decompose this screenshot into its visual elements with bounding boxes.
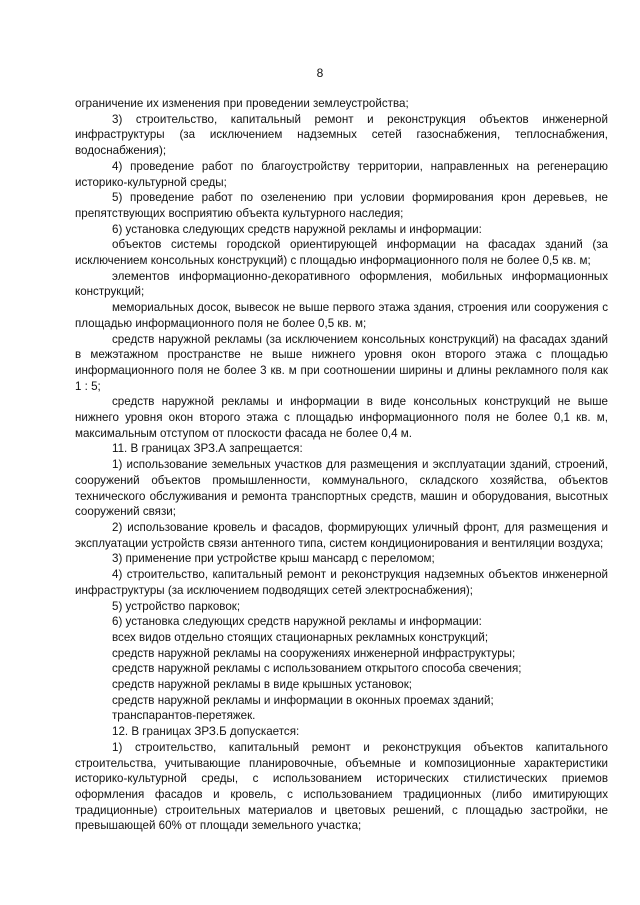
paragraph: 5) устройство парковок; xyxy=(112,599,241,613)
paragraph: средств наружной рекламы (за исключением консольных конструкций) на фасадах зданий в межэтажном пространстве не выше нижнего уровня окон второго этажа с площадью информационного поля не более 3 кв. м при соотношении ширины и длины рекламного поля как 1 : 5; xyxy=(75,332,608,393)
section-heading-12: 12. В границах ЗРЗ.Б допускается: xyxy=(112,725,300,739)
paragraph: средств наружной рекламы в виде крышных установок; xyxy=(112,678,412,692)
paragraph: мемориальных досок, вывесок не выше первого этажа здания, строения или сооружения с площадью информационного поля не более 0,5 кв. м; xyxy=(75,301,608,330)
paragraph: всех видов отдельно стоящих стационарных рекламных конструкций; xyxy=(112,630,489,644)
paragraph: 5) проведение работ по озеленению при условии формирования крон деревьев, не препятствующих восприятию объекта культурного наследия; xyxy=(75,191,608,220)
paragraph: 6) установка следующих средств наружной рекламы и информации: xyxy=(112,222,482,236)
paragraph: средств наружной рекламы на сооружениях инженерной инфраструктуры; xyxy=(112,646,516,660)
page-number: 8 xyxy=(316,66,324,80)
paragraph: 6) установка следующих средств наружной рекламы и информации: xyxy=(112,615,482,629)
paragraph: ограничение их изменения при проведении землеустройства; xyxy=(75,97,409,110)
paragraph: средств наружной рекламы и информации в виде консольных конструкций не выше нижнего уровня окон второго этажа с площадью информационного поля не более 0,1 кв. м, максимальным отступом от плоскости фасада не более 0,4 м. xyxy=(75,395,608,440)
paragraph: средств наружной рекламы с использованием открытого способа свечения; xyxy=(112,662,522,676)
paragraph: 4) строительство, капитальный ремонт и реконструкция надземных объектов инженерной инфраструктуры (за исключением подводящих сетей электроснабжения); xyxy=(75,568,608,597)
paragraph: объектов системы городской ориентирующей информации на фасадах зданий (за исключением консольных конструкций) с площадью информационного поля не более 0,5 кв. м; xyxy=(75,238,608,268)
paragraph: 3) применение при устройстве крыш мансард с переломом; xyxy=(112,552,435,566)
paragraph: средств наружной рекламы и информации в оконных проемах зданий; xyxy=(112,693,494,707)
paragraph: элементов информационно-декоративного оформления, мобильных информационных конструкций; xyxy=(75,269,608,299)
paragraph: 2) использование кровель и фасадов, формирующих уличный фронт, для размещения и эксплуатации устройств связи антенного типа, систем кондиционирования и вентиляции воздуха; xyxy=(75,520,608,550)
paragraph: 4) проведение работ по благоустройству территории, направленных на регенерацию историко-культурной среды; xyxy=(75,159,608,189)
paragraph: 1) использование земельных участков для размещения и эксплуатации зданий, строений, сооружений объектов промышленности, коммунального, складского хозяйства, объектов технического обслуживания и ремонта транспортных средств, машин и оборудования, высотных сооружений связи; xyxy=(75,458,608,519)
paragraph: 3) строительство, капитальный ремонт и реконструкция объектов инженерной инфраструктуры (за исключением надземных сетей газоснабжения, теплоснабжения, водоснабжения); xyxy=(75,112,608,158)
paragraph: 1) строительство, капитальный ремонт и реконструкция объектов капитального строительства, учитывающие планировочные, объемные и композиционные характеристики историко-культурной среды, с использованием исторических стилистических приемов оформления фасадов и кровель, с использованием традиционных (либо имитирующих традиционные) строительных материалов и цветовых решений, с площадью застройки, не превышающей 60% от площади земельного участка; xyxy=(75,740,608,833)
document-body xyxy=(75,96,608,834)
section-heading-11: 11. В границах ЗРЗ.А запрещается: xyxy=(112,442,303,456)
paragraph: транспарантов-перетяжек. xyxy=(112,709,256,723)
